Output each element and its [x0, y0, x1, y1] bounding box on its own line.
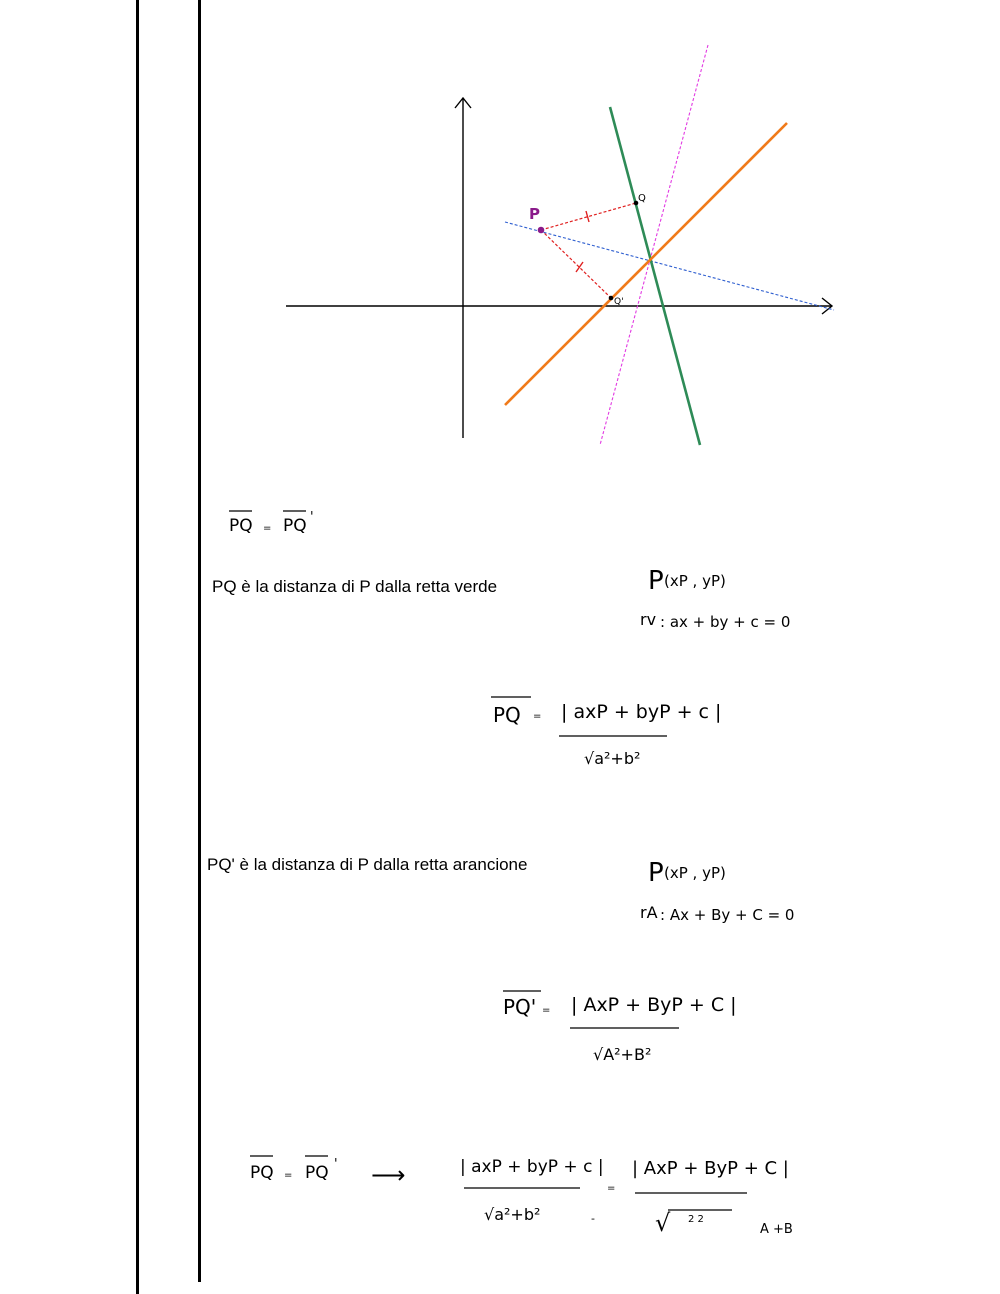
eq1-lhs: PQ — [229, 516, 253, 536]
final-den-right: √ — [655, 1209, 671, 1237]
equality-1 — [229, 510, 314, 536]
formula-1-numerator: | axP + byP + c | — [561, 701, 722, 723]
text-pq-prime-distance: PQ' è la distanza di P dalla retta arancione — [207, 855, 528, 874]
eq1-rhs: PQ — [283, 516, 307, 536]
formula-2-numerator: | AxP + ByP + C | — [571, 994, 737, 1016]
right-arrow-icon: ⟶ — [371, 1161, 406, 1189]
final-trailing: A +B — [760, 1222, 793, 1237]
formula-2 — [503, 991, 737, 1064]
final-lhs: PQ — [250, 1163, 274, 1183]
formula-1-denominator: √a²+b² — [584, 749, 641, 768]
label-q: Q — [638, 193, 646, 204]
label-q-prime: Q' — [614, 297, 624, 307]
formula-1-lhs: PQ — [493, 703, 521, 727]
formula-2-lhs: PQ' — [503, 995, 537, 1019]
line-green-equation: : ax + by + c = 0 — [660, 613, 791, 631]
final-minus: - — [591, 1212, 595, 1225]
final-num-left: | axP + byP + c | — [460, 1157, 604, 1177]
point-2-coords: (xP , yP) — [664, 864, 726, 882]
point-1-coords: (xP , yP) — [664, 572, 726, 590]
formula-1 — [491, 697, 721, 768]
final-eq: = — [284, 1170, 293, 1181]
point-1-name: P — [648, 566, 664, 596]
line-orange-name: rA — [640, 903, 658, 922]
final-eq2: = — [607, 1183, 616, 1194]
final-rhs: PQ — [305, 1163, 329, 1183]
label-p: P — [529, 205, 540, 223]
final-num-right: | AxP + ByP + C | — [632, 1158, 789, 1179]
formula-1-eq: = — [533, 711, 542, 722]
text-pq-distance: PQ è la distanza di P dalla retta verde — [212, 577, 498, 596]
point-2-name: P — [648, 858, 664, 888]
final-den-right-exps: 2 2 — [688, 1214, 704, 1225]
eq1-prime: ' — [310, 510, 314, 525]
line-orange-equation: : Ax + By + C = 0 — [660, 906, 795, 924]
formula-2-eq: = — [542, 1005, 551, 1016]
eq1-eq: = — [263, 523, 272, 534]
formula-2-denominator: √A²+B² — [593, 1045, 652, 1064]
final-den-left: √a²+b² — [484, 1205, 541, 1224]
final-equation — [250, 1156, 793, 1237]
line-green-name: rv — [640, 610, 657, 629]
final-prime: ' — [334, 1157, 338, 1172]
